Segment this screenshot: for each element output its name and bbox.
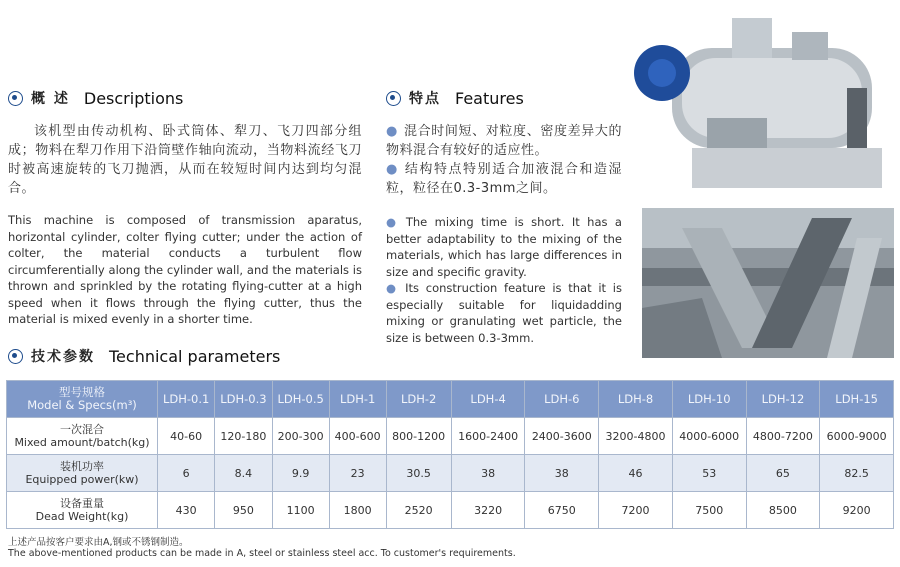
table-row — [7, 418, 894, 455]
table-cell: 2520 — [386, 492, 451, 529]
feature-bullet-cn: ● 结构特点特别适合加液混合和造湿粒，粒径在0.3-3mm之间。 — [386, 162, 622, 196]
table-cell: 1600-2400 — [451, 418, 525, 455]
table-cell: 430 — [158, 492, 215, 529]
model-cell: LDH-15 — [820, 381, 894, 418]
blue-dot-icon: ● — [386, 124, 398, 139]
technical-title-en: Technical parameters — [109, 346, 281, 366]
table-cell: 46 — [599, 455, 673, 492]
table-cell: 53 — [672, 455, 746, 492]
table-cell: 40-60 — [158, 418, 215, 455]
table-cell: 3220 — [451, 492, 525, 529]
mixer-interior-photo — [642, 208, 894, 358]
table-row — [7, 492, 894, 529]
table-cell: 7500 — [672, 492, 746, 529]
target-circle-icon — [386, 91, 401, 106]
table-cell: 6 — [158, 455, 215, 492]
table-cell: 1100 — [272, 492, 329, 529]
feature-bullet-cn: ● 混合时间短、对粒度、密度差异大的物料混合有较好的适应性。 — [386, 124, 622, 158]
feature-bullet-en: ● Its construction feature is that it is especially suitable for liquidadding mixing or granulating wet particle, the size is between 0.3-3mm. — [386, 281, 622, 345]
table-cell: 38 — [451, 455, 525, 492]
blue-dot-icon: ● — [386, 215, 400, 229]
model-cell: LDH-0.3 — [215, 381, 272, 418]
table-cell: 6750 — [525, 492, 599, 529]
mixer-machine-photo — [622, 8, 894, 203]
table-cell: 950 — [215, 492, 272, 529]
features-title-en: Features — [455, 88, 524, 108]
table-cell: 6000-9000 — [820, 418, 894, 455]
technical-title-cn: 技术参数 — [31, 349, 95, 365]
row-label: 装机功率 Equipped power(kw) — [7, 455, 158, 492]
features-list-cn — [386, 122, 622, 198]
descriptions-text-cn: 该机型由传动机构、卧式筒体、犁刀、飞刀四部分组成；物料在犁刀作用下沿筒壁作轴向流动，当物料流经飞刀时被高速旋转的飞刀抛洒，从而在较短时间内达到均匀混合。 — [8, 124, 362, 196]
features-list-en — [386, 214, 622, 346]
blue-dot-icon: ● — [386, 281, 400, 295]
model-cell: LDH-1 — [329, 381, 386, 418]
table-cell: 7200 — [599, 492, 673, 529]
table-cell: 23 — [329, 455, 386, 492]
table-cell: 38 — [525, 455, 599, 492]
blue-dot-icon: ● — [386, 162, 399, 177]
table-cell: 65 — [746, 455, 820, 492]
table-cell: 2400-3600 — [525, 418, 599, 455]
row-label: 一次混合 Mixed amount/batch(kg) — [7, 418, 158, 455]
table-cell: 8500 — [746, 492, 820, 529]
model-cell: LDH-10 — [672, 381, 746, 418]
features-heading — [386, 88, 524, 108]
model-cell: LDH-0.5 — [272, 381, 329, 418]
model-cell: LDH-8 — [599, 381, 673, 418]
table-cell: 30.5 — [386, 455, 451, 492]
table-cell: 8.4 — [215, 455, 272, 492]
table-cell: 3200-4800 — [599, 418, 673, 455]
descriptions-title-cn: 概 述 — [31, 91, 70, 107]
features-title-cn: 特点 — [409, 91, 441, 107]
model-cell: LDH-2 — [386, 381, 451, 418]
footnote-en: The above-mentioned products can be made in A, steel or stainless steel acc. To customer's requirements. — [8, 548, 516, 559]
descriptions-text-en: This machine is composed of transmission aparatus, horizontal cylinder, colter flying cutter; under the action of colter, the material conducts a turbulent flow circumferentially along the cylinder wall, and the materials is thrown and sprinkled by the rotating flying-cutter at a high speed when it flows through the flying cutter, thus the material is mixed evenly in a shorter time. — [8, 213, 362, 326]
table-cell: 400-600 — [329, 418, 386, 455]
model-cell: LDH-12 — [746, 381, 820, 418]
table-cell: 4000-6000 — [672, 418, 746, 455]
table-row — [7, 455, 894, 492]
table-cell: 9200 — [820, 492, 894, 529]
descriptions-heading — [8, 88, 183, 108]
table-cell: 4800-7200 — [746, 418, 820, 455]
row-label: 设备重量 Dead Weight(kg) — [7, 492, 158, 529]
feature-bullet-en: ● The mixing time is short. It has a better adaptability to the mixing of the materials, which has large differences in size and specific gravity. — [386, 215, 622, 279]
table-cell: 9.9 — [272, 455, 329, 492]
table-cell: 1800 — [329, 492, 386, 529]
footnote-cn: 上述产品按客户要求由A,钢或不锈钢制造。 — [8, 537, 189, 548]
descriptions-title-en: Descriptions — [83, 88, 184, 108]
model-cell: LDH-4 — [451, 381, 525, 418]
model-cell: LDH-0.1 — [158, 381, 215, 418]
table-header-row — [7, 381, 894, 418]
table-cell: 200-300 — [272, 418, 329, 455]
target-circle-icon — [8, 91, 23, 106]
target-circle-icon — [8, 349, 23, 364]
spec-table — [6, 380, 894, 529]
table-cell: 120-180 — [215, 418, 272, 455]
technical-heading — [8, 346, 280, 366]
table-cell: 800-1200 — [386, 418, 451, 455]
table-header-label: 型号规格 Model & Specs(m³) — [7, 381, 158, 418]
table-cell: 82.5 — [820, 455, 894, 492]
model-cell: LDH-6 — [525, 381, 599, 418]
